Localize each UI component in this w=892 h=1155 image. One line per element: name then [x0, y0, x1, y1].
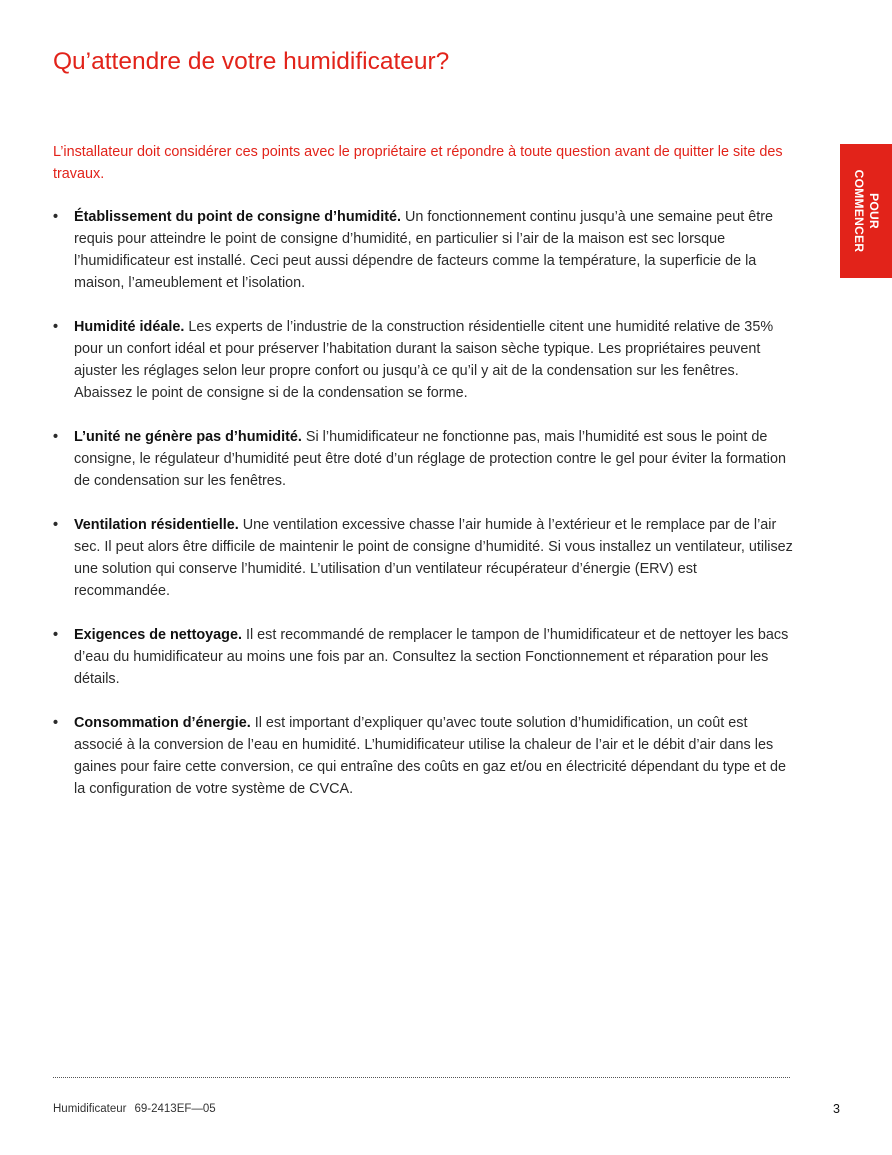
bullet-item-cleaning — [53, 624, 795, 690]
footer-document-info — [53, 1103, 216, 1115]
page-title: Qu’attendre de votre humidificateur? — [53, 48, 450, 75]
bullet-list — [53, 206, 795, 822]
bullet-heading: Exigences de nettoyage. — [74, 627, 242, 643]
bullet-heading: Humidité idéale. — [74, 319, 185, 335]
bullet-dot-icon: • — [53, 209, 59, 225]
footer-product-name: Humidificateur — [53, 1103, 127, 1115]
bullet-item-ventilation — [53, 514, 795, 602]
page-number: 3 — [833, 1102, 840, 1116]
bullet-heading: Consommation d’énergie. — [74, 715, 251, 731]
bullet-dot-icon: • — [53, 517, 59, 533]
section-tab-line-1: POUR — [867, 193, 881, 229]
bullet-text: Si l’humidificateur ne fonctionne pas, mais l’humidité est sous le point de consigne, le régulateur d’humidité peut être doté d’un réglage de protection contre le gel pour éviter la formation de condensation sur les fenêtres. — [74, 429, 786, 489]
section-tab-line-2: COMMENCER — [852, 169, 866, 253]
bullet-item-ideal-humidity — [53, 316, 795, 404]
bullet-heading: Ventilation résidentielle. — [74, 517, 239, 533]
footer-document-code: 69-2413EF—05 — [134, 1103, 216, 1115]
bullet-heading: L’unité ne génère pas d’humidité. — [74, 429, 302, 445]
intro-paragraph: L’installateur doit considérer ces points avec le propriétaire et répondre à toute question avant de quitter le site des travaux. — [53, 144, 783, 182]
bullet-text: Un fonctionnement continu jusqu’à une semaine peut être requis pour atteindre le point de consigne d’humidité, en particulier si l’air de la maison est sec lorsque l’humidificateur est installé. Ceci peut aussi dépendre de facteurs comme la température, la superficie de la maison, l’ameublement et l’isolation. — [74, 209, 774, 291]
bullet-dot-icon: • — [53, 715, 59, 731]
section-tab[interactable] — [840, 144, 892, 278]
bullet-dot-icon: • — [53, 319, 59, 335]
footer-divider — [53, 1077, 790, 1078]
section-tab-label — [851, 144, 881, 278]
bullet-item-energy — [53, 712, 795, 800]
bullet-text: Les experts de l’industrie de la construction résidentielle citent une humidité relative de 35% pour un confort idéal et pour préserver l’habitation durant la saison sèche typique. Les propriétaires peuvent ajuster les réglages selon leur propre confort ou jusqu’à ce qu’il y ait de la condensation sur les fenêtres. Abaissez le point de consigne si de la condensation se forme. — [74, 319, 774, 401]
bullet-heading: Établissement du point de consigne d’humidité. — [74, 209, 402, 225]
bullet-item-no-humidity — [53, 426, 795, 492]
bullet-text: Il est important d’expliquer qu’avec toute solution d’humidification, un coût est associé à la conversion de l’eau en humidité. L’humidificateur utilise la chaleur de l’air et le débit d’air dans les gaines pour faire cette conversion, ce qui entraîne des coûts en gaz et/ou en électricité dépendant du type et de la configuration de votre système de CVCA. — [74, 715, 787, 797]
bullet-text: Une ventilation excessive chasse l’air humide à l’extérieur et le remplace par de l’air sec. Il peut alors être difficile de maintenir le point de consigne d’humidité. Si vous installez un ventilateur, utilisez une solution qui conserve l’humidité. L’utilisation d’un ventilateur récupérateur d’énergie (ERV) est recommandée. — [74, 517, 793, 599]
bullet-item-humidity-setpoint — [53, 206, 795, 294]
bullet-dot-icon: • — [53, 627, 59, 643]
bullet-text: Il est recommandé de remplacer le tampon de l’humidificateur et de nettoyer les bacs d’eau du humidificateur au moins une fois par an. Consultez la section Fonctionnement et réparation pour les détails. — [74, 627, 789, 687]
bullet-dot-icon: • — [53, 429, 59, 445]
